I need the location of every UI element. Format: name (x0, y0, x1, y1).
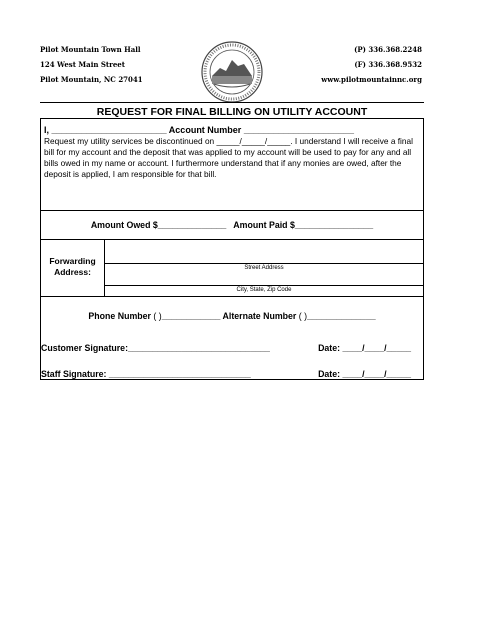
street-address: 124 West Main Street (40, 60, 125, 69)
city-state-zip: Pilot Mountain, NC 27041 (40, 75, 143, 84)
fax-number: (F) 336.368.9532 (354, 60, 422, 69)
amount-owed-field[interactable]: Amount Owed $______________ (90, 220, 227, 230)
contact-info (321, 45, 422, 90)
staff-signature-field[interactable]: Staff Signature: _____________________________ (41, 369, 251, 379)
customer-signature-row[interactable] (41, 343, 423, 353)
staff-date-field[interactable]: Date: ____/____/_____ (318, 369, 411, 379)
phone-blank[interactable]: ____________ (161, 311, 221, 321)
town-hall-address (40, 45, 143, 90)
alternate-phone-label: Alternate Number (220, 311, 297, 321)
phone-area-code[interactable]: ( ) (150, 311, 162, 321)
city-state-zip-line[interactable] (105, 285, 423, 286)
forwarding-address-label (41, 239, 105, 297)
office-name: Pilot Mountain Town Hall (40, 45, 141, 54)
request-form (40, 118, 424, 380)
request-body: Request my utility services be discontinued on _____/_____/_____. I understand I will receive a final bill for my account and the deposit that was applied to my account will be used to pay for any and all bills owed in my name or account. I furthermore understand that if any monies are owed, after the deposit is applied, I am responsible for that bill. (44, 136, 413, 179)
alternate-area-code[interactable]: ( ) (296, 311, 308, 321)
amounts-row[interactable] (41, 211, 423, 240)
forwarding-address-fields[interactable] (105, 239, 423, 297)
header-rule (40, 102, 424, 103)
account-number-label: Account Number (166, 125, 244, 135)
forwarding-label-line2: Address: (54, 267, 91, 277)
forwarding-label-line1: Forwarding (49, 256, 96, 266)
phone-row[interactable] (41, 311, 423, 321)
form-title: REQUEST FOR FINAL BILLING ON UTILITY ACCOUNT (96, 106, 368, 118)
phone-label: Phone Number (88, 311, 151, 321)
customer-date-field[interactable]: Date: ____/____/_____ (318, 343, 411, 353)
staff-signature-row[interactable] (41, 369, 423, 379)
name-prefix: I, (44, 125, 52, 135)
request-statement[interactable] (41, 119, 423, 211)
street-address-caption: Street Address (244, 265, 284, 271)
amount-paid-field[interactable]: Amount Paid $________________ (233, 220, 374, 230)
street-address-line[interactable] (105, 263, 423, 264)
name-blank[interactable]: _______________________ (51, 125, 167, 135)
customer-signature-field[interactable]: Customer Signature:_____________________________ (41, 343, 270, 353)
city-state-zip-caption: City, State, Zip Code (236, 287, 292, 293)
account-number-blank[interactable]: ______________________ (243, 125, 354, 135)
phone-number: (P) 336.368.2248 (354, 45, 422, 54)
website-link[interactable]: www.pilotmountainnc.org (321, 75, 422, 84)
alternate-phone-blank[interactable]: ______________ (307, 311, 376, 321)
town-seal-logo (200, 40, 264, 104)
